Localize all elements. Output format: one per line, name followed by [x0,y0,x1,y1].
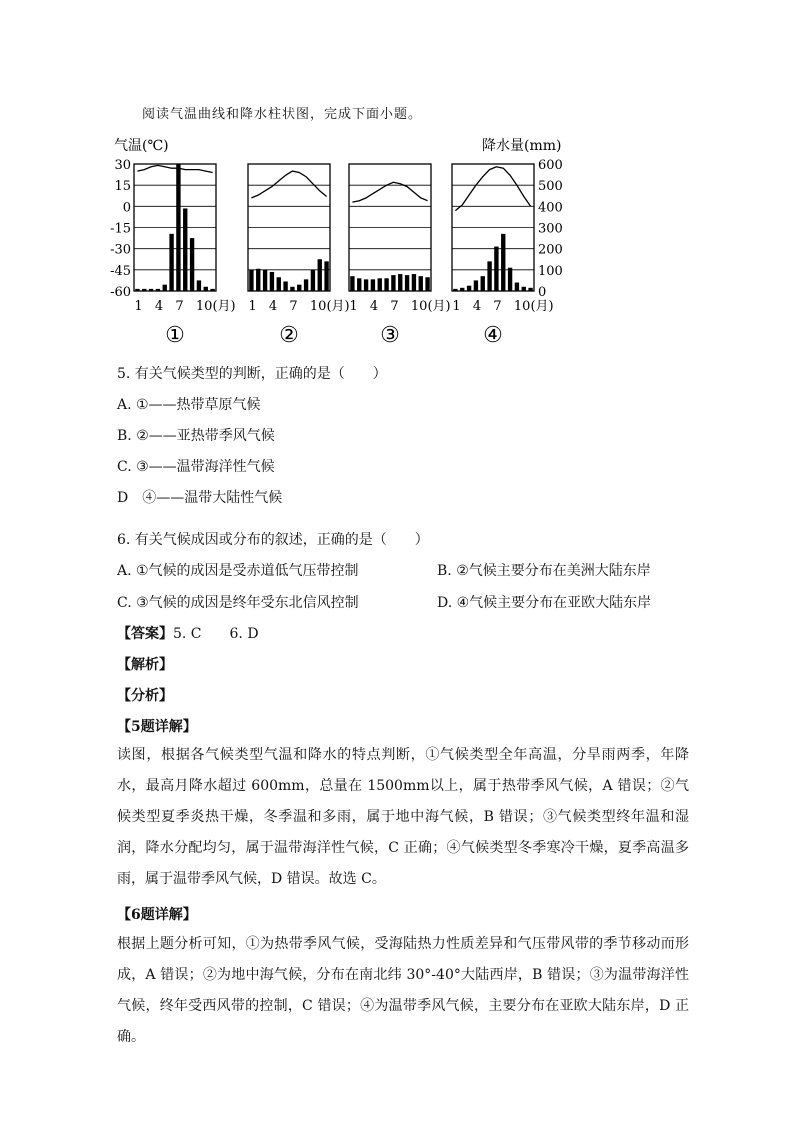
q5-stem: 5. 有关气候类型的判断，正确的是（ ） [117,366,387,382]
temperature-tick-label: -15 [110,221,131,237]
chart-label: ② [279,323,299,348]
precipitation-bar [283,281,287,291]
temperature-line [137,165,212,172]
q6-option-c: C. ③气候的成因是终年受东北信风控制 [117,595,359,611]
temperature-tick-label: 15 [114,179,131,195]
precipitation-bar [142,289,146,291]
precipitation-tick-label: 100 [538,263,563,279]
precipitation-bar [169,234,173,291]
q6-option-a: A. ①气候的成因是受赤道低气压带控制 [117,563,359,579]
temperature-line [251,171,326,198]
temperature-tick-label: 0 [122,200,131,216]
precipitation-bar [311,270,315,291]
intro-text: 阅读气温曲线和降水柱状图，完成下面小题。 [142,107,423,122]
answer-value: 5. C 6. D [173,626,259,642]
q6-stem: 6. 有关气候成因或分布的叙述，正确的是（ ） [117,532,429,548]
precipitation-tick-label: 400 [538,200,563,216]
precipitation-bar [425,277,429,291]
q5-detail-text: 读图，根据各气候类型气温和降水的特点判断，①气候类型全年高温，分旱雨两季，年降水，最高月降水超过 600mm，总量在 1500mm以上，属于热带季风气候，A 错误；②气候类型夏季炎热干燥，冬季温和多雨，属于地中海气候，B 错误；③气候类型终年温和湿润，降水分配均匀，属于温带海洋性气候，C 正确；④气候类型冬季寒冷干燥，夏季高温多雨，属于温带季风气候，D 错误。故选 C。 [117,747,689,887]
month-tick-label: 1 [349,299,358,314]
precipitation-bar [197,280,201,291]
precipitation-bar [350,276,354,291]
month-tick-label: 10(月) [513,299,554,314]
precipitation-bar [412,274,416,291]
precipitation-bar [398,274,402,291]
precipitation-bar [364,279,368,291]
temperature-tick-label: -45 [110,263,131,279]
precipitation-axis-title: 降水量(mm) [482,138,562,154]
q6-option-d: D. ④气候主要分布在亚欧大陆东岸 [437,595,652,611]
precipitation-bar [304,279,308,291]
chart-label: ④ [483,323,503,348]
q5-option-a: A. ①——热带草原气候 [117,397,261,413]
temperature-tick-label: -30 [110,242,131,258]
precipitation-bar [522,287,526,291]
precipitation-bar [515,283,519,291]
month-tick-label: 7 [289,299,298,314]
answer-tag: 【答案】 [117,626,173,642]
precipitation-bar [357,278,361,291]
precipitation-bar [204,287,208,291]
precipitation-bar [494,247,498,291]
precipitation-bar [149,289,153,291]
month-tick-label: 1 [248,299,257,314]
temperature-line [455,167,530,211]
q6-detail-tag: 【6题详解】 [117,907,197,923]
month-tick-label: 10(月) [195,299,236,314]
month-tick-label: 4 [154,299,164,314]
precipitation-tick-label: 200 [538,242,563,258]
precipitation-bar [290,287,294,291]
chart-label: ① [165,323,185,348]
precipitation-bar [163,285,167,291]
precipitation-bar [405,275,409,291]
precipitation-bar [256,269,260,291]
month-tick-label: 4 [268,299,278,314]
precipitation-bar [176,164,180,291]
precipitation-bar [474,280,478,291]
precipitation-bar [371,279,375,291]
q6-detail-text: 根据上题分析可知，①为热带季风气候，受海陆热力性质差异和气压带风带的季节移动而形成，A 错误；②为地中海气候，分布在南北纬 30°-40°大陆西岸，B 错误；③为温带海洋性气候，终年受西风带的控制，C 错误；④为温带季风气候，主要分布在亚欧大陆东岸，D 正确。 [117,936,689,1045]
precipitation-bar [324,261,328,291]
temperature-tick-label: 30 [114,158,131,173]
precipitation-bar [210,289,214,291]
precipitation-bar [263,270,267,291]
month-tick-label: 10(月) [410,299,451,314]
answer-line [117,623,259,643]
fenxi-tag: 【分析】 [117,688,173,704]
precipitation-bar [249,270,253,291]
precipitation-bar [508,268,512,291]
precipitation-bar [460,288,464,291]
month-tick-label: 7 [390,299,399,314]
precipitation-bar [419,276,423,291]
month-tick-label: 7 [493,299,502,314]
precipitation-bar [270,272,274,291]
precipitation-tick-label: 500 [538,179,563,195]
precipitation-bar [384,278,388,291]
climate-figure [108,134,563,350]
precipitation-bar [487,261,491,291]
precipitation-bar [391,275,395,291]
month-tick-label: 1 [452,299,461,314]
analysis-tag: 【解析】 [117,657,173,673]
chart-label: ③ [380,323,400,348]
precipitation-bar [528,288,532,291]
precipitation-bar [277,277,281,291]
q5-option-c: C. ③——温带海洋性气候 [117,459,275,475]
precipitation-bar [378,278,382,291]
precipitation-bar [481,276,485,291]
precipitation-bar [297,285,301,291]
precipitation-bar [135,289,139,291]
precipitation-bar [501,234,505,291]
precipitation-bar [183,208,187,291]
q5-detail-tag: 【5题详解】 [117,719,197,735]
month-tick-label: 7 [175,299,184,314]
temperature-axis-title: 气温(℃) [114,138,169,154]
precipitation-tick-label: 0 [538,285,547,300]
precipitation-bar [453,289,457,291]
precipitation-bar [190,238,194,291]
month-tick-label: 4 [472,299,482,314]
q5-option-b: B. ②——亚热带季风气候 [117,428,275,444]
q6-option-b: B. ②气候主要分布在美洲大陆东岸 [437,563,651,579]
precipitation-tick-label: 600 [538,158,563,173]
month-tick-label: 4 [369,299,379,314]
q5-option-d: D ④——温带大陆性气候 [117,490,283,506]
precipitation-tick-label: 300 [538,221,563,237]
temperature-tick-label: -60 [110,285,131,300]
month-tick-label: 10(月) [309,299,350,314]
precipitation-bar [318,259,322,291]
precipitation-bar [156,289,160,291]
precipitation-bar [467,286,471,291]
month-tick-label: 1 [134,299,143,314]
